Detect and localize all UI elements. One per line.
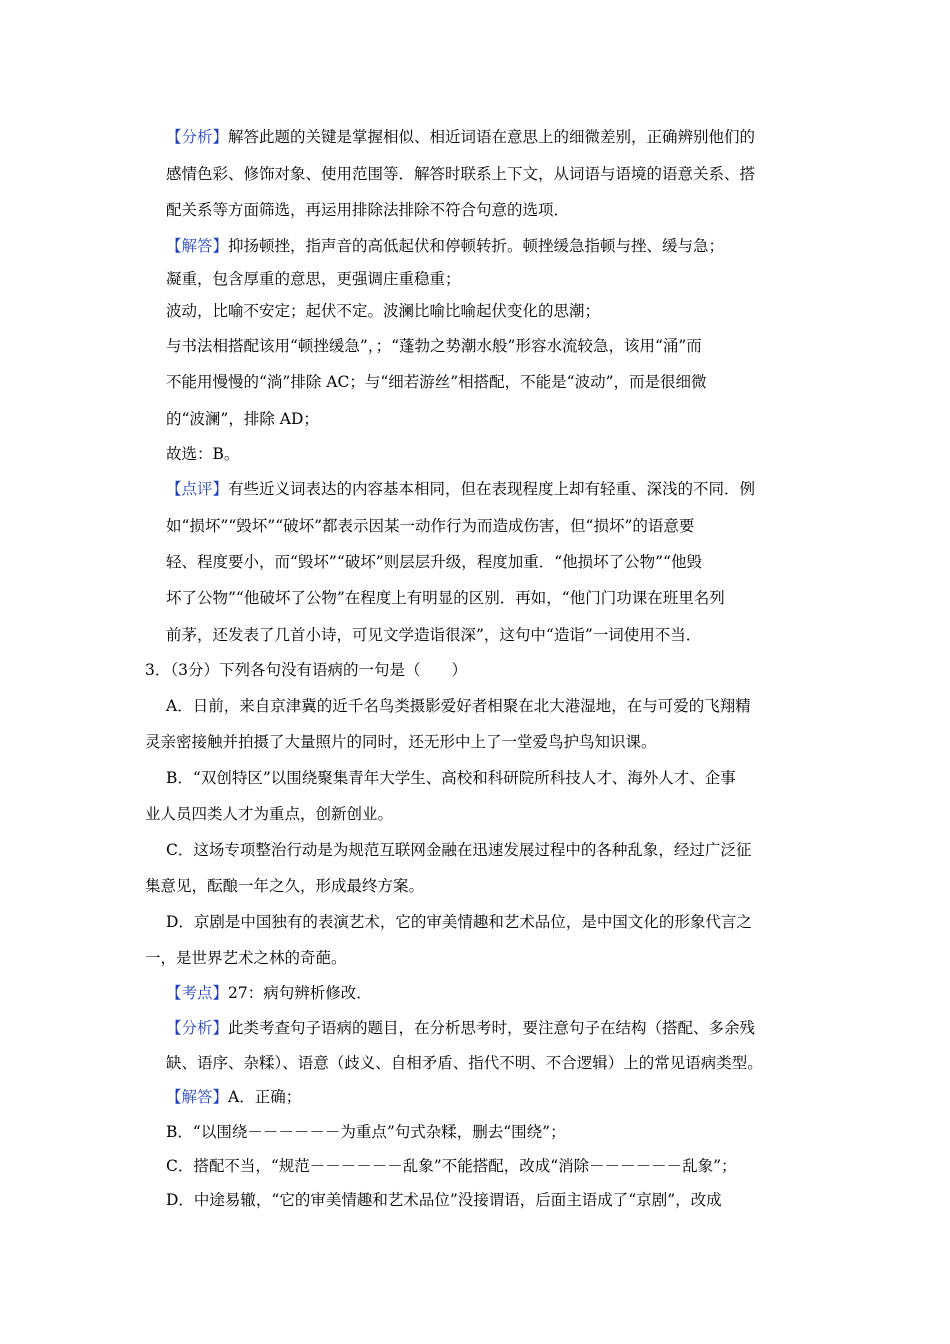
- answer2-line-2: B．“以围绕－－－－－－为重点”句式杂糅，删去“围绕”；: [166, 1123, 566, 1141]
- analysis-line-2: 感情色彩、修饰对象、使用范围等．解答时联系上下文，从词语与语境的语意关系、搭: [166, 165, 756, 183]
- option-b-line-2: 业人员四类人才为重点，创新创业。: [145, 805, 394, 823]
- answer2-line-4: D．中途易辙，“它的审美情趣和艺术品位”没接谓语，后面主语成了“京剧”，改成: [166, 1191, 722, 1209]
- answer-line-4: 与书法相搭配该用“顿挫缓急”，；“蓬勃之势潮水般”形容水流较急，该用“涌”而: [166, 337, 702, 355]
- option-c-line-2: 集意见，酝酿一年之久，形成最终方案。: [145, 877, 425, 895]
- analysis2-line-2: 缺、语序、杂糅）、语意（歧义、自相矛盾、指代不明、不合逻辑）上的常见语病类型。: [166, 1054, 763, 1072]
- comment-line-3: 轻、程度要小，而“毁坏”“破坏”则层层升级，程度加重．“他损坏了公物”“他毁: [166, 553, 702, 571]
- analysis-line-1: 【分析】解答此题的关键是掌握相似、相近词语在意思上的细微差别，正确辨别他们的: [166, 128, 756, 146]
- analysis2-tag: 【分析】: [166, 1019, 229, 1037]
- answer-line-7: 故选：B。: [166, 445, 240, 463]
- comment-line-5: 前茅，还发表了几首小诗，可见文学造诣很深”，这句中“造诣”一词使用不当．: [166, 626, 702, 644]
- answer-line-3: 波动，比喻不安定；起伏不定。波澜比喻比喻起伏变化的思潮；: [166, 302, 601, 320]
- comment-line-1: 【点评】有些近义词表达的内容基本相同，但在表现程度上却有轻重、深浅的不同．例: [166, 480, 756, 498]
- answer2-tag: 【解答】: [166, 1088, 229, 1106]
- knowledge-point-line: 【考点】27：病句辨析修改．: [166, 984, 372, 1002]
- answer2-line-3: C．搭配不当，“规范－－－－－－乱象”不能搭配，改成“消除－－－－－－乱象”；: [166, 1157, 737, 1175]
- option-c-line-1: C．这场专项整治行动是为规范互联网金融在迅速发展过程中的各种乱象，经过广泛征: [166, 841, 752, 859]
- answer-line-1: 【解答】抑扬顿挫，指声音的高低起伏和停顿转折。顿挫缓急指顿与挫、缓与急；: [166, 237, 725, 255]
- option-d-line-2: 一，是世界艺术之林的奇葩。: [145, 949, 347, 967]
- analysis-line-3: 配关系等方面筛选，再运用排除法排除不符合句意的选项．: [166, 201, 570, 219]
- knowledge-point-tag: 【考点】: [166, 984, 229, 1002]
- option-a-line-2: 灵亲密接触并拍摄了大量照片的同时，还无形中上了一堂爱鸟护鸟知识课。: [145, 733, 657, 751]
- comment-tag: 【点评】: [166, 480, 229, 498]
- answer-line-6: 的“波澜”，排除 AD；: [166, 410, 319, 428]
- answer2-line-1: 【解答】A．正确；: [166, 1088, 302, 1106]
- answer-tag: 【解答】: [166, 237, 229, 255]
- answer-line-5: 不能用慢慢的“淌”排除 AC；与“细若游丝”相搭配，不能是“波动”，而是很细微: [166, 373, 707, 391]
- option-b-line-1: B．“双创特区”以围绕聚集青年大学生、高校和科研院所科技人才、海外人才、企事: [166, 769, 736, 787]
- comment-line-2: 如“损坏”“毁坏”“破坏”都表示因某一动作行为而造成伤害，但“损坏”的语意要: [166, 517, 695, 535]
- answer-line-2: 凝重，包含厚重的意思，更强调庄重稳重；: [166, 270, 461, 288]
- analysis2-line-1: 【分析】此类考查句子语病的题目，在分析思考时，要注意句子在结构（搭配、多余残: [166, 1019, 756, 1037]
- question-3-stem: 3．（3分）下列各句没有语病的一句是（ ）: [145, 661, 467, 679]
- comment-line-4: 坏了公物”“他破坏了公物”在程度上有明显的区别．再如，“他门门功课在班里名列: [166, 589, 725, 607]
- option-d-line-1: D．京剧是中国独有的表演艺术，它的审美情趣和艺术品位，是中国文化的形象代言之: [166, 913, 752, 931]
- analysis-tag: 【分析】: [166, 128, 229, 146]
- option-a-line-1: A．日前，来自京津冀的近千名鸟类摄影爱好者相聚在北大港湿地，在与可爱的飞翔精: [166, 697, 751, 715]
